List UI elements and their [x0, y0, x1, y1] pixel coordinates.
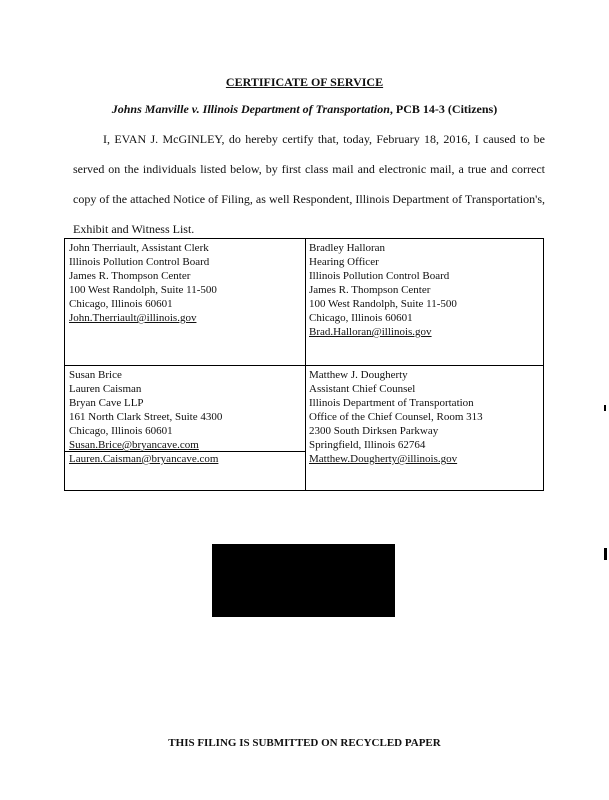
- service-entry-hearing-officer: [309, 241, 457, 339]
- address-line: Bryan Cave LLP: [69, 397, 144, 409]
- address-line: Assistant Chief Counsel: [309, 383, 416, 395]
- table-divider-horizontal: [65, 365, 543, 366]
- email-link[interactable]: Lauren.Caisman@bryancave.com: [69, 453, 219, 465]
- case-number: , PCB 14-3 (Citizens): [389, 102, 498, 116]
- address-line: 100 West Randolph, Suite 11-500: [309, 298, 457, 310]
- case-caption: [0, 102, 609, 117]
- service-list-table: [64, 238, 544, 491]
- email-link[interactable]: Brad.Halloran@illinois.gov: [309, 326, 432, 338]
- address-line: 100 West Randolph, Suite 11-500: [69, 284, 217, 296]
- email-link[interactable]: Matthew.Dougherty@illinois.gov: [309, 453, 458, 465]
- page-title: CERTIFICATE OF SERVICE: [225, 75, 384, 89]
- recycled-paper-notice: THIS FILING IS SUBMITTED ON RECYCLED PAPER: [168, 737, 441, 749]
- address-line: Chicago, Illinois 60601: [69, 298, 173, 310]
- address-line: Office of the Chief Counsel, Room 313: [309, 411, 483, 423]
- address-line: Hearing Officer: [309, 256, 379, 268]
- address-line: James R. Thompson Center: [69, 270, 191, 282]
- case-name: Johns Manville v. Illinois Department of Transportation: [111, 102, 390, 116]
- scan-artifact: [604, 405, 606, 411]
- address-line: Illinois Department of Transportation: [309, 397, 474, 409]
- address-line: John Therriault, Assistant Clerk: [69, 242, 209, 254]
- address-line: Illinois Pollution Control Board: [69, 256, 210, 268]
- email-link[interactable]: Susan.Brice@bryancave.com: [69, 439, 199, 451]
- certification-paragraph: [73, 124, 545, 244]
- redacted-signature-block: [212, 544, 395, 617]
- scan-artifact: [604, 548, 607, 560]
- address-line: Bradley Halloran: [309, 242, 386, 254]
- address-line: Illinois Pollution Control Board: [309, 270, 450, 282]
- service-entry-clerk: [69, 241, 217, 325]
- certification-text: I, EVAN J. McGINLEY, do hereby certify that, today, February 18, 2016, I caused to be served on the individuals listed below, by first class mail and electronic mail, a true and correct copy of the attached Notice of Filing, as well Respondent, Illinois Department of Transportation's, Exhibit and Witness List.: [73, 132, 545, 236]
- service-entry-idot-counsel: [309, 368, 483, 466]
- address-line: Lauren Caisman: [69, 383, 142, 395]
- email-link[interactable]: John.Therriault@illinois.gov: [69, 312, 197, 324]
- address-line: James R. Thompson Center: [309, 284, 431, 296]
- address-line: Susan Brice: [69, 369, 122, 381]
- service-entry-bryan-cave: [69, 368, 222, 466]
- address-line: Chicago, Illinois 60601: [309, 312, 413, 324]
- address-line: Matthew J. Dougherty: [309, 369, 408, 381]
- address-line: Springfield, Illinois 62764: [309, 439, 426, 451]
- address-line: 161 North Clark Street, Suite 4300: [69, 411, 223, 423]
- address-line: Chicago, Illinois 60601: [69, 425, 173, 437]
- address-line: 2300 South Dirksen Parkway: [309, 425, 439, 437]
